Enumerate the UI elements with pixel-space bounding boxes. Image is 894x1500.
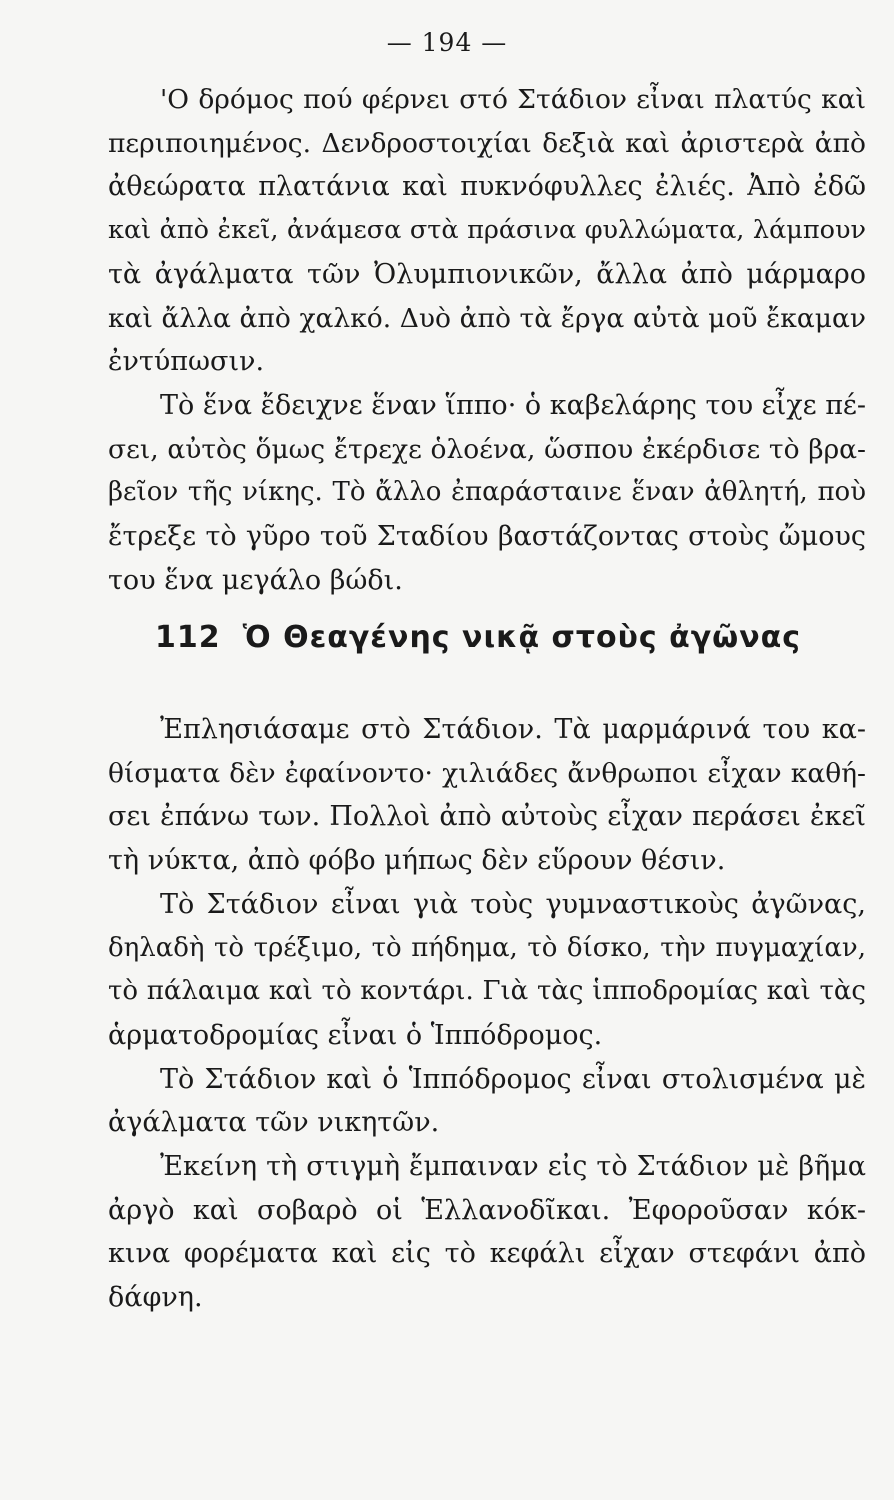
text-line: τὴ νύκτα, ἀπὸ φόβο μήπως δὲν εὕρουν θέσιν. [108, 845, 726, 877]
section-heading [155, 620, 835, 655]
text-line: του ἕνα μεγάλο βώδι. [108, 564, 403, 596]
text-line: δάφνη. [108, 1282, 203, 1314]
text-line: δηλαδὴ τὸ τρέξιμο, τὸ πήδημα, τὸ δίσκο, τὴν πυγμαχίαν, [108, 932, 866, 963]
text-line: κινα φορέματα καὶ εἰς τὸ κεφάλι εἶχαν στεφάνι ἀπὸ [108, 1238, 866, 1270]
paragraphs-section [108, 708, 866, 1320]
page-number: — 194 — [386, 28, 508, 57]
text-line: Ἐκείνη τὴ στιγμὴ ἔμπαιναν εἰς τὸ Στάδιον μὲ βῆμα [160, 1151, 866, 1183]
section-title: Ὁ Θεαγένης νικᾷ στοὺς ἀγῶνας [242, 620, 802, 655]
text-line: σει, αὐτὸς ὅμως ἔτρεχε ὁλοένα, ὥσπου ἐκέρδισε τὸ βρα- [108, 433, 866, 465]
text-line: Τὸ Στάδιον εἶναι γιὰ τοὺς γυμναστικοὺς ἀγῶνας, [160, 888, 866, 920]
text-line: Ἐπλησιάσαμε στὸ Στάδιον. Τὰ μαρμάρινά του κα- [160, 714, 866, 745]
text-line: Τὸ ἕνα ἔδειχνε ἕναν ἵππο· ὁ καβελάρης του εἶχε πέ- [160, 389, 867, 421]
text-line: σει ἐπάνω των. Πολλοὶ ἀπὸ αὐτοὺς εἶχαν περάσει ἐκεῖ [108, 801, 866, 833]
text-line: ἔτρεξε τὸ γῦρο τοῦ Σταδίου βαστάζοντας στοὺς ὤμους [108, 521, 866, 553]
text-line: βεῖον τῆς νίκης. Τὸ ἄλλο ἐπαράσταινε ἕναν ἀθλητή, ποὺ [108, 477, 866, 508]
text-line: τὰ ἀγάλματα τῶν Ὀλυμπιονικῶν, ἄλλα ἀπὸ μάρμαρο [108, 258, 866, 290]
text-line: ἀθεώρατα πλατάνια καὶ πυκνόφυλλες ἐλιές. Ἀπὸ ἐδῶ [108, 171, 866, 203]
text-line: Τὸ Στάδιον καὶ ὁ Ἱππόδρομος εἶναι στολισμένα μὲ [160, 1063, 866, 1095]
text-line: ἀργὸ καὶ σοβαρὸ οἱ Ἑλλανοδῖκαι. Ἐφοροῦσαν κόκ- [108, 1194, 866, 1226]
text-line: ἁρματοδρομίας εἶναι ὁ Ἱππόδρομος. [108, 1019, 603, 1051]
text-line: θίσματα δὲν ἐφαίνοντο· χιλιάδες ἄνθρωποι εἶχαν καθή- [108, 757, 866, 789]
text-line: καὶ ἄλλα ἀπὸ χαλκό. Δυὸ ἀπὸ τὰ ἔργα αὐτὰ μοῦ ἔκαμαν [108, 302, 866, 334]
text-line: περιποιημένος. Δενδροστοιχίαι δεξιὰ καὶ ἀριστερὰ ἀπὸ [108, 127, 866, 159]
text-line: καὶ ἀπὸ ἐκεῖ, ἀνάμεσα στὰ πράσινα φυλλώματα, λάμπουν [108, 215, 866, 246]
text-line: ἐντύπωσιν. [108, 346, 265, 378]
text-line: ἀγάλματα τῶν νικητῶν. [108, 1107, 440, 1139]
paragraphs-intro [108, 78, 866, 602]
text-line: τὸ πάλαιμα καὶ τὸ κοντάρι. Γιὰ τὰς ἱπποδρομίας καὶ τὰς [108, 976, 866, 1007]
text-line: 'Ο δρόμος πού φέρνει στό Στάδιον εἶναι πλατύς καὶ [160, 84, 866, 115]
section-number: 112 [155, 620, 221, 655]
